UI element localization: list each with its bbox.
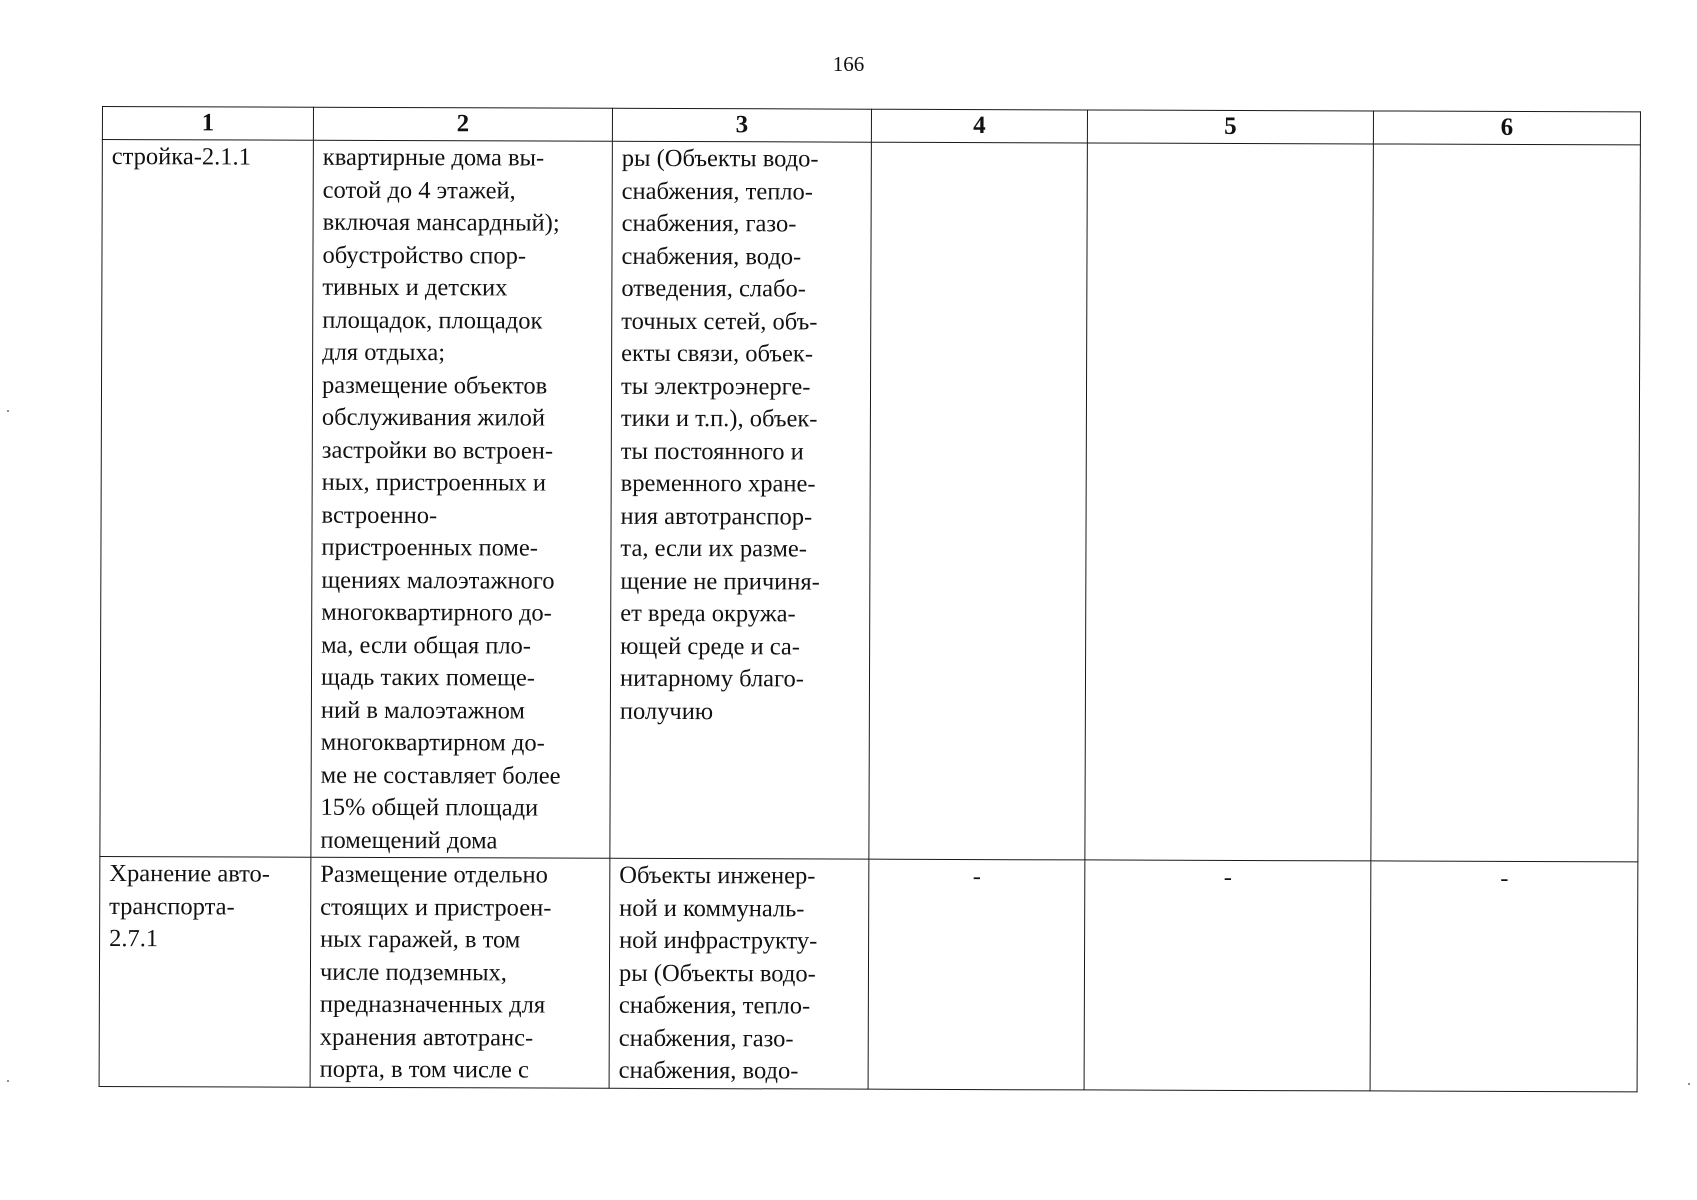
cell-text: квартирные дома вы- сотой до 4 этажей, включая мансардный); обустройство спор- тивных и детских площадок, площадок для отдыха; размещение объектов обслуживания жилой застройки во встроен- ных, пристроенных и встроенно- пристроенных поме- щениях малоэтажного многоквартирного до- ма, если общая пло- щадь таких помеще- ний в малоэтажном многоквартирном до- ме не составляет более 15% общей площади помещений дома (320, 143, 561, 854)
cell-text: Объекты инженер- ной и коммуналь- ной инфраструкту- ры (Объекты водо- снабжения, тепло- снабжения, газо- снабжения, водо- (618, 861, 818, 1085)
column-header-6: 6 (1373, 111, 1640, 145)
cell-text (1383, 145, 1631, 146)
table-cell (1370, 861, 1638, 1091)
table-cell (1084, 860, 1371, 1090)
column-header-3: 3 (612, 108, 871, 142)
document-table (99, 106, 1641, 1092)
cell-text (1097, 144, 1364, 145)
table-cell (100, 140, 314, 858)
scan-speck (7, 410, 9, 412)
scan-speck (1688, 1083, 1690, 1085)
header-row (102, 107, 1640, 145)
table-row (100, 140, 1640, 862)
column-header-1: 1 (102, 107, 313, 141)
cell-text: - (1223, 863, 1232, 891)
table-row (99, 856, 1638, 1091)
cell-text: ры (Объекты водо- снабжения, тепло- снабжения, газо- снабжения, водо- отведения, слабо- точных сетей, объ- екты связи, объек- ты электроэнерге- тики и т.п.), объек- ты постоянного и временного хране- ния автотранспор- та, если их разме- щение не причиня- ет вреда окружа- ющей среде и са- нитарному благо- получию (619, 144, 820, 725)
table-cell (610, 141, 872, 859)
cell-text: - (1500, 864, 1509, 892)
column-header-2: 2 (313, 107, 612, 141)
table-cell (311, 140, 613, 858)
table-cell (1085, 143, 1374, 861)
cell-text: Размещение отдельно стоящих и пристроен- ных гаражей, в том числе подземных, предназначенных для хранения автотранс- порта, в том числе с (319, 860, 552, 1084)
cell-text (881, 144, 1078, 145)
page-number: 166 (832, 52, 865, 76)
cell-text: стройка-2.1.1 (111, 143, 251, 171)
table-cell (99, 856, 311, 1086)
table-cell (310, 857, 610, 1088)
table-cell (609, 858, 869, 1088)
table-cell (1371, 144, 1641, 862)
scan-speck (7, 1080, 9, 1082)
table-cell (869, 142, 1088, 860)
table-cell (868, 859, 1085, 1089)
cell-text: - (972, 863, 981, 891)
cell-text: Хранение авто- транспорта- 2.7.1 (109, 860, 271, 953)
column-header-5: 5 (1087, 110, 1373, 144)
column-header-4: 4 (871, 109, 1087, 143)
